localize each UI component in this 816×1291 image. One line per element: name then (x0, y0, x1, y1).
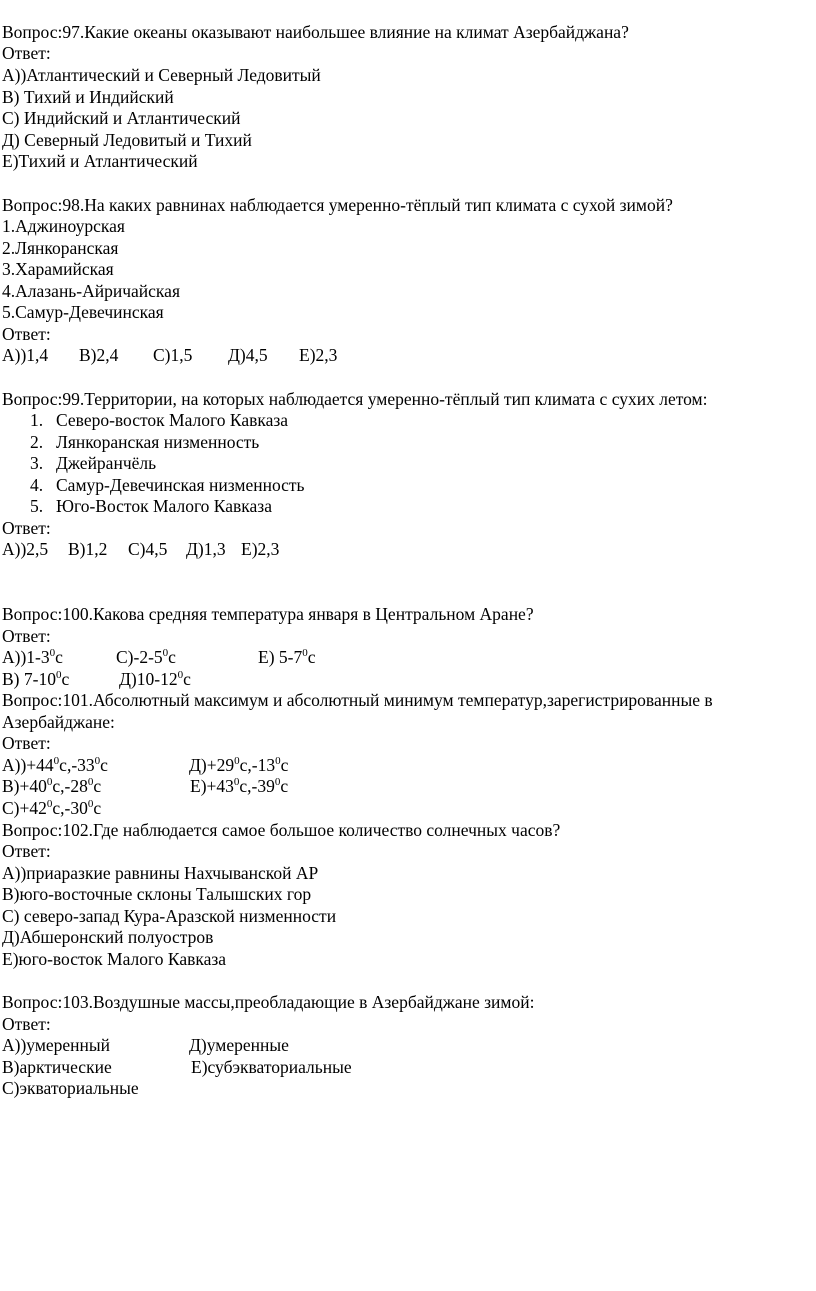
list-number: 3. (30, 453, 44, 473)
option: C) северо-запад Кура-Аразской низменности (2, 906, 337, 926)
option: C)4,5 (128, 539, 168, 559)
option: B) $7-10^0c$ (2, 669, 70, 689)
question-103: Вопрос:103.Воздушные массы,преобладающие в Азербайджане зимой: (2, 992, 535, 1012)
list-item: 1.Аджиноурская (2, 216, 125, 236)
question-101-cont: Азербайджане: (2, 712, 115, 732)
option: A))2,5 (2, 539, 49, 559)
question-99: Вопрос:99.Территории, на которых наблюдается умеренно-тёплый тип климата с сухих летом: (2, 389, 708, 409)
option: A))Атлантический и Северный Ледовитый (2, 65, 321, 85)
list-item (0, 475, 700, 497)
list-number: 2. (30, 432, 44, 452)
option: B) Тихий и Индийский (2, 87, 174, 107)
question-100: Вопрос:100.Какова средняя температура января в Центральном Аране? (2, 604, 534, 624)
option: A))приаразкие равнины Нахчыванской АР (2, 863, 319, 883)
option: A))умеренный (2, 1035, 111, 1055)
option: Д)4,5 (228, 345, 268, 365)
list-number: 5. (30, 496, 44, 516)
option: B)арктические (2, 1057, 112, 1077)
option: $A))1-3^0c$ (2, 647, 63, 667)
answer-label: Ответ: (2, 518, 51, 538)
option: Д) Северный Ледовитый и Тихий (2, 130, 252, 150)
option: Д)Абшеронский полуостров (2, 927, 214, 947)
list-text: Джейранчёль (56, 453, 157, 473)
list-item: 5.Самур-Девечинская (2, 302, 164, 322)
option: E)юго-восток Малого Кавказа (2, 949, 227, 969)
question-97: Вопрос:97.Какие океаны оказывают наибольшее влияние на климат Азербайджана? (2, 22, 629, 42)
option: $C)-2-5^0c$ (116, 647, 176, 667)
option: A))1,4 (2, 345, 49, 365)
list-text: Лянкоранская низменность (56, 432, 260, 452)
option: B)2,4 (79, 345, 119, 365)
list-text: Самур-Девечинская низменность (56, 475, 305, 495)
option: E)2,3 (299, 345, 338, 365)
list-text: Юго-Восток Малого Кавказа (56, 496, 272, 516)
list-item (0, 453, 700, 475)
answer-label: Ответ: (2, 626, 51, 646)
list-item (0, 410, 700, 432)
answer-label: Ответ: (2, 733, 51, 753)
option: E)Тихий и Атлантический (2, 151, 198, 171)
list-text: Северо-восток Малого Кавказа (56, 410, 289, 430)
option: Д)1,3 (186, 539, 226, 559)
option: C)1,5 (153, 345, 193, 365)
option: $B)+40^0c,-28^0c$ (2, 776, 102, 796)
option: B)1,2 (68, 539, 108, 559)
list-item: 3.Харамийская (2, 259, 114, 279)
option: $E)+43^0c,-39^0c$ (190, 776, 289, 796)
answer-label: Ответ: (2, 841, 51, 861)
list-item (0, 496, 700, 518)
option: $C)+42^0c,-30^0c$ (2, 798, 102, 818)
option: C) Индийский и Атлантический (2, 108, 241, 128)
list-item (0, 432, 700, 454)
option: Д)умеренные (189, 1035, 289, 1055)
list-item: 2.Лянкоранская (2, 238, 119, 258)
answer-label: Ответ: (2, 324, 51, 344)
question-101: Вопрос:101.Абсолютный максимум и абсолютный минимум температур,зарегистрированные в (2, 690, 713, 710)
option: B)юго-восточные склоны Талышских гор (2, 884, 312, 904)
question-102: Вопрос:102.Где наблюдается самое большое количество солнечных часов? (2, 820, 561, 840)
option: C)экваториальные (2, 1078, 139, 1098)
option: E)субэкваториальные (191, 1057, 352, 1077)
option: $A))+44^0c,-33^0c$ (2, 755, 108, 775)
option: $Д)10-12^0c$ (119, 669, 191, 689)
question-98: Вопрос:98.На каких равнинах наблюдается умеренно-тёплый тип климата с сухой зимой? (2, 195, 673, 215)
list-item: 4.Алазань-Айричайская (2, 281, 180, 301)
list-number: 4. (30, 475, 44, 495)
option: E)2,3 (241, 539, 280, 559)
option: $Д)+29^0c,-13^0c$ (189, 755, 289, 775)
option: E) $5-7^0c$ (258, 647, 316, 667)
answer-label: Ответ: (2, 43, 51, 63)
answer-label: Ответ: (2, 1014, 51, 1034)
list-number: 1. (30, 410, 44, 430)
